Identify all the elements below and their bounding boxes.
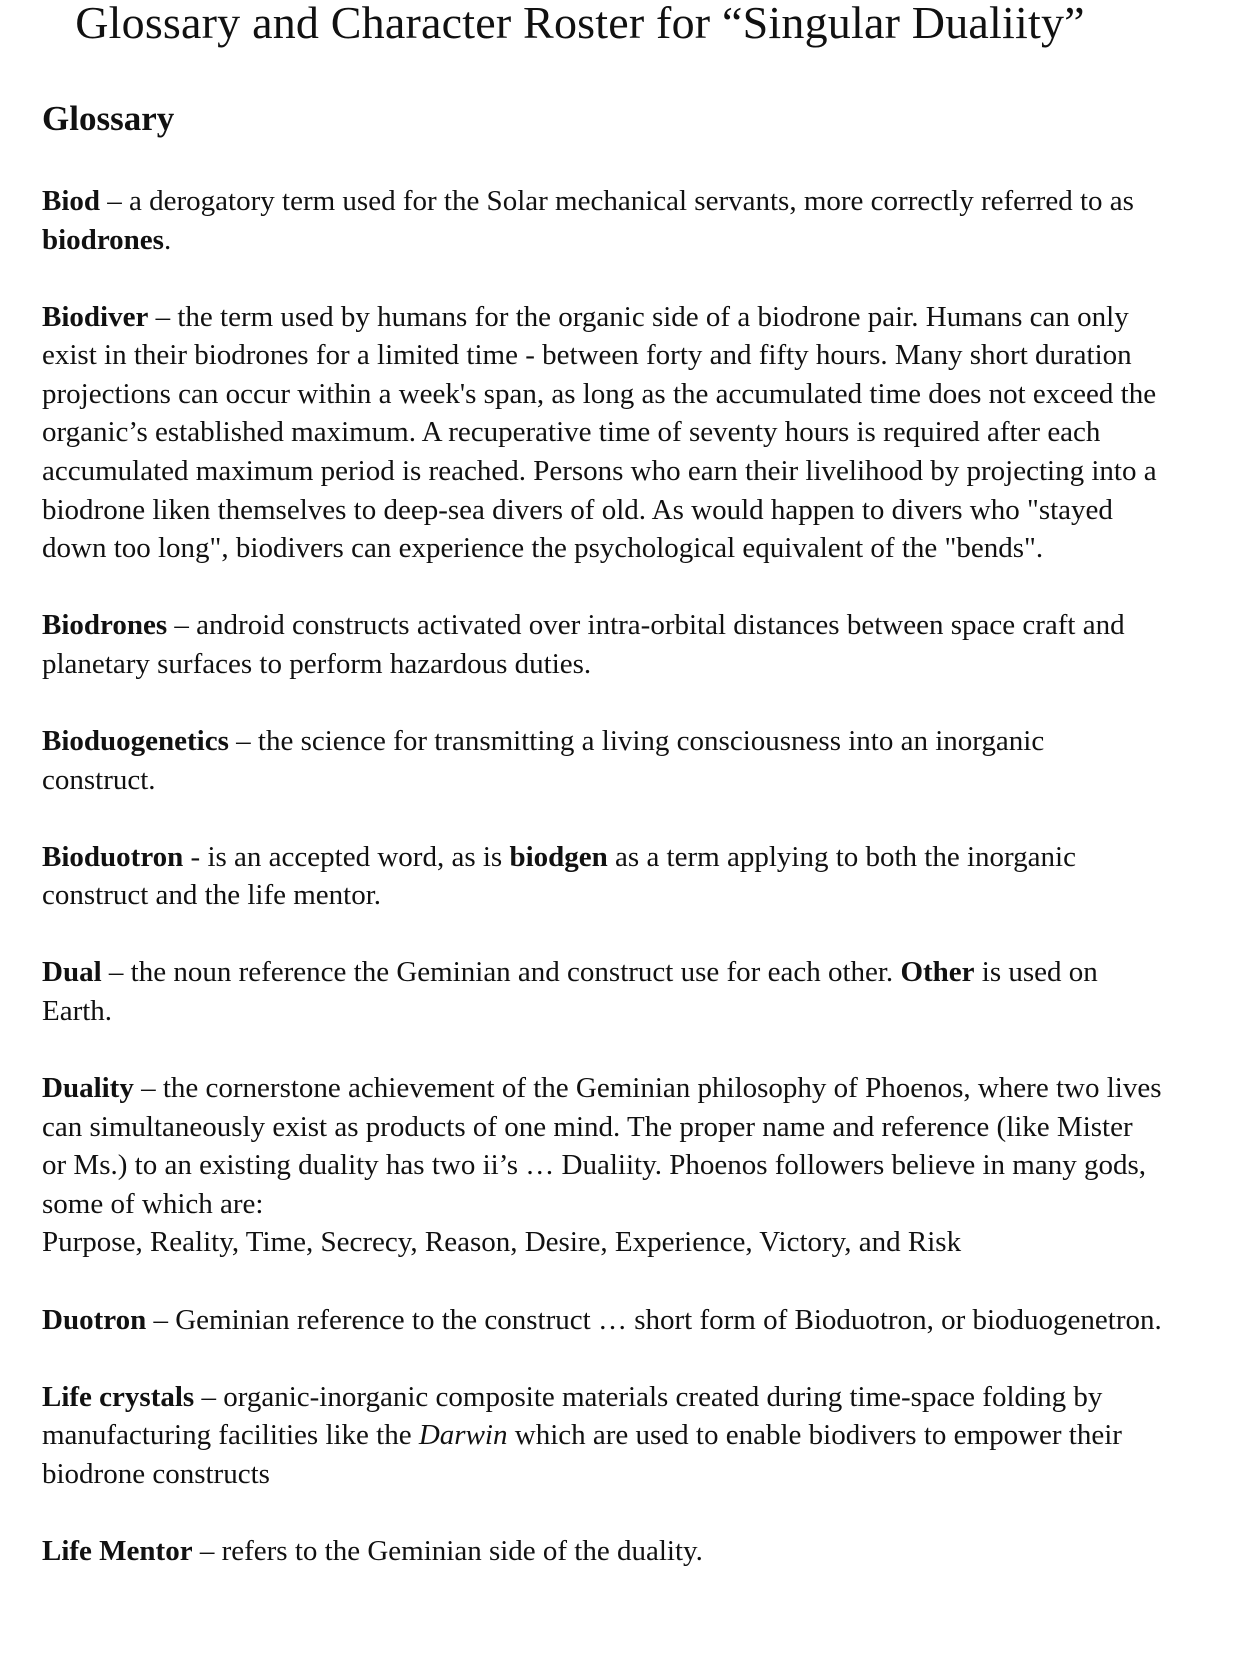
- document-title: Glossary and Character Roster for “Singular Dualiity”: [75, 0, 1085, 48]
- term-dash: –: [167, 609, 197, 642]
- glossary-term: Biodrones: [42, 609, 168, 642]
- glossary-definition-emphasis: biodrones: [42, 223, 164, 256]
- glossary-term: Biodiver: [42, 300, 149, 333]
- glossary-term: Bioduotron: [42, 840, 184, 873]
- glossary-definition: the cornerstone achievement of the Geminian philosophy of Phoenos, where two lives can simultaneously exist as products of one mind. The proper name and reference (like Mister or Ms.) to an existing duality has two ii’s … Dualiity. Phoenos followers believe in many gods, some of which are:: [42, 1072, 1162, 1220]
- term-dash: –: [194, 1380, 224, 1413]
- term-dash: –: [100, 185, 130, 217]
- term-dash: –: [101, 956, 131, 989]
- glossary-definition-emphasis: Other: [900, 956, 975, 989]
- ship-name-darwin: Darwin: [418, 1419, 508, 1452]
- glossary-definition: a derogatory term used for the Solar mechanical servants, more correctly referred to as: [129, 185, 1134, 217]
- glossary-entry-biodiver: [42, 298, 1162, 568]
- glossary-term: Life Mentor: [42, 1534, 193, 1567]
- gods-list: Purpose, Reality, Time, Secrecy, Reason, Desire, Experience, Victory, and Risk: [42, 1226, 962, 1259]
- glossary-definition: android constructs activated over intra-orbital distances between space craft and planetary surfaces to perform hazardous duties.: [42, 609, 1125, 680]
- glossary-definition: the science for transmitting a living consciousness into an inorganic construct.: [42, 725, 1045, 796]
- glossary-definition: refers to the Geminian side of the duality.: [221, 1534, 703, 1567]
- glossary-entry-bioduotron: [42, 838, 1162, 915]
- section-heading-glossary: Glossary: [42, 99, 175, 138]
- glossary-term: Life crystals: [42, 1380, 195, 1413]
- glossary-definition-end: which are used to enable biodivers to empower their biodrone constructs: [42, 1419, 1122, 1490]
- glossary-entry-bioduogenetics: [42, 722, 1162, 799]
- glossary-term: Biod: [42, 185, 101, 217]
- glossary-entry-duality: [42, 1069, 1162, 1262]
- term-dash: -: [183, 840, 208, 873]
- glossary-entry-life-mentor: [42, 1532, 1162, 1571]
- glossary-entry-duotron: [42, 1301, 1162, 1340]
- glossary-entry-dual: [42, 953, 1162, 1030]
- term-dash: –: [228, 725, 258, 758]
- glossary-term: Duality: [42, 1072, 134, 1105]
- term-dash: –: [146, 1303, 176, 1336]
- term-dash: –: [192, 1534, 222, 1567]
- glossary-list: [42, 182, 1162, 1609]
- glossary-entry-biodrones: [42, 606, 1162, 683]
- glossary-term: Dual: [42, 956, 102, 989]
- glossary-definition: the noun reference the Geminian and construct use for each other.: [130, 956, 901, 989]
- glossary-definition-end: is used on Earth.: [42, 956, 1098, 1027]
- glossary-entry-life-crystals: [42, 1378, 1162, 1494]
- glossary-entry-biod: [42, 182, 1162, 259]
- term-dash: –: [148, 300, 178, 333]
- glossary-definition: Geminian reference to the construct … short form of Bioduotron, or bioduogenetron.: [175, 1303, 1162, 1336]
- glossary-term: Duotron: [42, 1303, 147, 1336]
- glossary-definition-end: as a term applying to both the inorganic construct and the life mentor.: [42, 840, 1076, 912]
- term-dash: –: [133, 1072, 163, 1105]
- glossary-definition-emphasis: biodgen: [509, 840, 608, 873]
- glossary-term: Bioduogenetics: [42, 725, 229, 758]
- glossary-definition: the term used by humans for the organic side of a biodrone pair. Humans can only exist in their biodrones for a limited time - between forty and fifty hours. Many short duration projections can occur within a week's span, as long as the accumulated time does not exceed the organic’s established maximum. A recuperative time of seventy hours is required after each accumulated maximum period is reached. Persons who earn their livelihood by projecting into a biodrone liken themselves to deep-sea divers of old. As would happen to divers who "stayed down too long", biodivers can experience the psychological equivalent of the "bends".: [42, 300, 1157, 565]
- glossary-definition: organic-inorganic composite materials created during time-space folding by manufacturing facilities like the: [42, 1380, 1103, 1452]
- glossary-definition-end: .: [163, 223, 172, 256]
- glossary-definition: is an accepted word, as is: [207, 840, 510, 873]
